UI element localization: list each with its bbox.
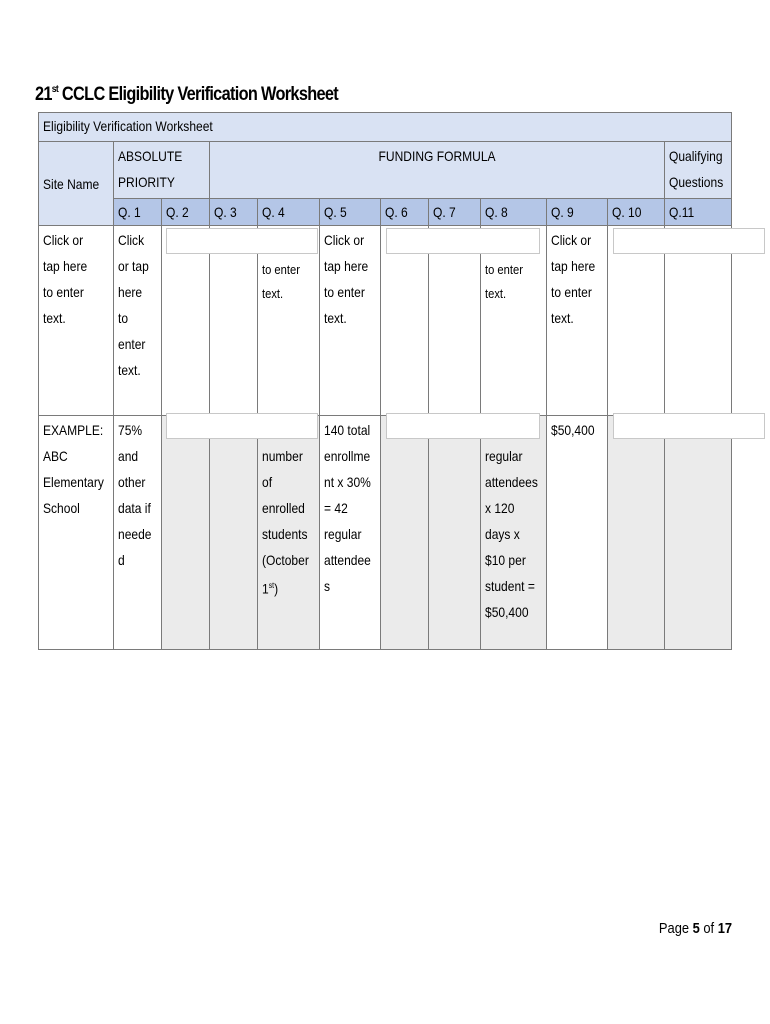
- total-pages: 17: [717, 920, 732, 937]
- title-superscript: st: [51, 84, 59, 95]
- q4-header: Q. 4: [258, 199, 320, 226]
- example-q4: number of enrolled students (October 1st): [258, 416, 320, 650]
- q11-field[interactable]: [665, 226, 732, 416]
- q2-field[interactable]: [162, 226, 210, 416]
- example-q3: [210, 416, 258, 650]
- example-q6: [381, 416, 429, 650]
- q7-field[interactable]: [429, 226, 481, 416]
- site-name-header: Site Name: [39, 142, 114, 226]
- q4-field[interactable]: to enter text.: [258, 226, 320, 416]
- q3-header: Q. 3: [210, 199, 258, 226]
- q1-field[interactable]: Click or tap here to enter text.: [114, 226, 162, 416]
- site-name-field[interactable]: Click or tap here to enter text.: [39, 226, 114, 416]
- q9-header: Q. 9: [547, 199, 608, 226]
- page-label: Page: [658, 920, 693, 937]
- content-control-q6-q7[interactable]: [386, 228, 540, 254]
- example-q9: $50,400: [547, 416, 608, 650]
- example-control-q2-q3: [166, 413, 318, 439]
- q9-field[interactable]: Click or tap here to enter text.: [547, 226, 608, 416]
- table-row: [39, 416, 732, 650]
- q8-header: Q. 8: [481, 199, 547, 226]
- document-title: [35, 84, 338, 106]
- q1-header: Q. 1: [114, 199, 162, 226]
- q2-header: Q. 2: [162, 199, 210, 226]
- eligibility-worksheet-table: [38, 112, 732, 650]
- example-q10: [608, 416, 665, 650]
- example-control-q10-q11: [613, 413, 765, 439]
- absolute-priority-header: ABSOLUTE PRIORITY: [114, 142, 210, 199]
- example-q1: 75% and other data if neede d: [114, 416, 162, 650]
- title-prefix: 21: [35, 84, 52, 105]
- content-control-q2-q3[interactable]: [166, 228, 318, 254]
- example-q7: [429, 416, 481, 650]
- title-text: CCLC Eligibility Verification Worksheet: [58, 84, 339, 105]
- q10-header: Q. 10: [608, 199, 665, 226]
- qualifying-questions-header: Qualifying Questions: [665, 142, 732, 199]
- example-q11: [665, 416, 732, 650]
- q3-field[interactable]: [210, 226, 258, 416]
- q8-field[interactable]: to enter text.: [481, 226, 547, 416]
- example-q8: regular attendees x 120 days x $10 per student = $50,400: [481, 416, 547, 650]
- funding-formula-header: FUNDING FORMULA: [210, 142, 665, 199]
- content-control-q10-q11[interactable]: [613, 228, 765, 254]
- q11-header: Q.11: [665, 199, 732, 226]
- page-number: 5: [692, 920, 700, 937]
- q5-field[interactable]: Click or tap here to enter text.: [320, 226, 381, 416]
- example-site-name: EXAMPLE: ABC Elementary School: [39, 416, 114, 650]
- q6-field[interactable]: [381, 226, 429, 416]
- page-footer: [659, 920, 732, 937]
- q7-header: Q. 7: [429, 199, 481, 226]
- example-control-q6-q7: [386, 413, 540, 439]
- table-row: [39, 226, 732, 416]
- q10-field[interactable]: [608, 226, 665, 416]
- q6-header: Q. 6: [381, 199, 429, 226]
- example-q2: [162, 416, 210, 650]
- example-q5: 140 total enrollme nt x 30% = 42 regular attendee s: [320, 416, 381, 650]
- of-label: of: [699, 920, 718, 937]
- q5-header: Q. 5: [320, 199, 381, 226]
- table-caption: Eligibility Verification Worksheet: [39, 113, 732, 142]
